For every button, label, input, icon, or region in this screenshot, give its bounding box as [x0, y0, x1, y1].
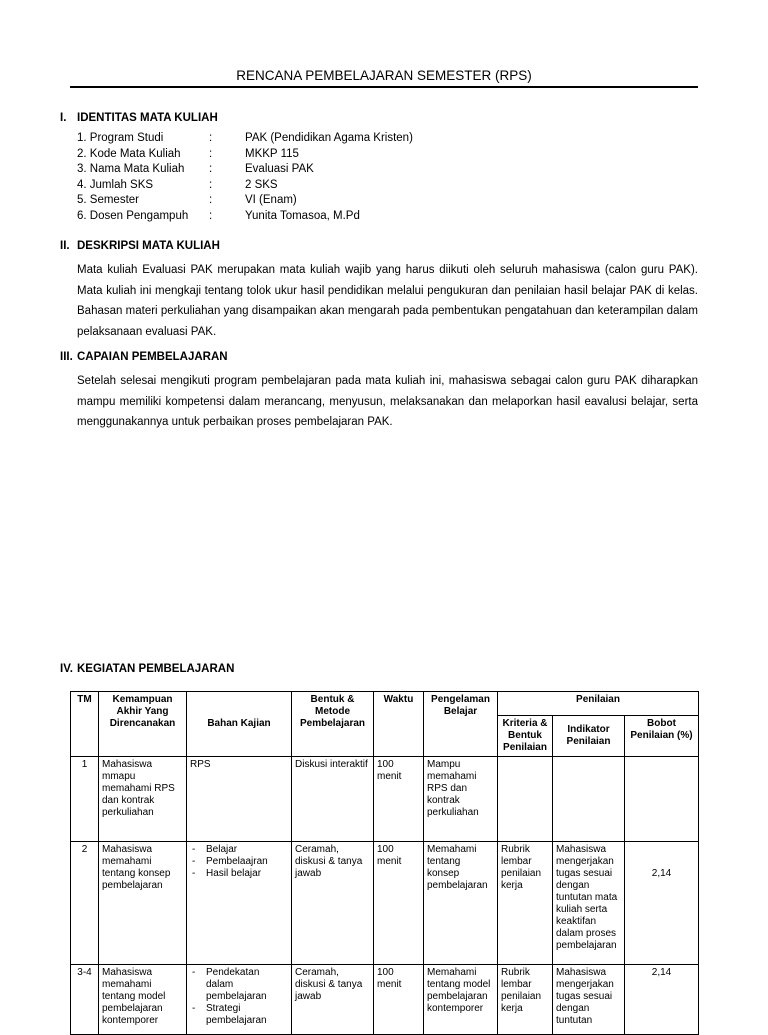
section-1-heading — [60, 112, 218, 124]
cell-tm: 2 — [71, 842, 99, 965]
identitas-value: VI (Enam) — [245, 194, 297, 206]
cell-indikator: Mahasiswa mengerjakan tugas sesuai dengan tuntutan mata kuliah serta keaktifan dalam proses pembelajaran — [553, 842, 625, 965]
capaian-paragraph: Setelah selesai mengikuti program pembelajaran pada mata kuliah ini, mahasiswa sebagai calon guru PAK diharapkan mampu memiliki kompetensi dalam merancang, menyusun, melaksanakan dan melaporkan hasil eavalusi belajar, serta menggunakannya untuk perbaikan proses pembelajaran PAK. — [77, 375, 698, 428]
col-waktu-header: Waktu — [374, 692, 424, 757]
section-number: III. — [60, 351, 73, 363]
cell-waktu: 100 menit — [374, 965, 424, 1035]
col-indikator-header: Indikator Penilaian — [553, 716, 625, 757]
list-item: - Pembelaajran — [190, 856, 288, 868]
col-penilaian-header: Penilaian — [498, 692, 699, 716]
cell-bahan — [187, 842, 292, 965]
section-number: IV. — [60, 663, 74, 675]
kegiatan-table — [70, 691, 699, 1035]
identitas-value: 2 SKS — [245, 178, 278, 191]
document-title: RENCANA PEMBELAJARAN SEMESTER (RPS) — [236, 68, 532, 83]
identitas-separator: : — [209, 132, 213, 144]
section-number: II. — [60, 240, 70, 252]
identitas-separator: : — [209, 147, 213, 160]
section-4-heading — [60, 663, 234, 675]
section-2-heading — [60, 240, 220, 252]
identitas-label: 1. Program Studi — [77, 132, 164, 144]
identitas-label: 2. Kode Mata Kuliah — [77, 147, 181, 160]
cell-tm: 1 — [71, 757, 99, 842]
identitas-row — [77, 147, 413, 163]
section-3-heading — [60, 351, 228, 363]
cell-bobot — [625, 757, 699, 842]
cell-indikator — [553, 757, 625, 842]
identitas-label: 5. Semester — [77, 194, 139, 206]
cell-kemampuan: Mahasiswa memahami tentang konsep pembelajaran — [99, 842, 187, 965]
identitas-value: Evaluasi PAK — [245, 163, 314, 175]
identitas-row — [77, 178, 413, 194]
col-bentuk-header: Bentuk & Metode Pembelajaran — [292, 692, 374, 757]
cell-bobot: 2,14 — [625, 842, 699, 965]
cell-kemampuan: Mahasiswa mmapu memahami RPS dan kontrak perkuliahan — [99, 757, 187, 842]
section-title: KEGIATAN PEMBELAJARAN — [77, 663, 235, 675]
section-title: IDENTITAS MATA KULIAH — [77, 112, 218, 124]
cell-pengalaman: Memahami tentang model pembelajaran kontemporer — [424, 965, 498, 1035]
cell-waktu: 100 menit — [374, 757, 424, 842]
list-item: - Hasil belajar — [190, 868, 288, 880]
cell-bentuk: Ceramah, diskusi & tanya jawab — [292, 842, 374, 965]
cell-bahan — [187, 965, 292, 1035]
section-title: CAPAIAN PEMBELAJARAN — [77, 351, 228, 363]
identitas-separator: : — [209, 163, 213, 175]
table-row — [71, 965, 699, 1035]
cell-waktu: 100 menit — [374, 842, 424, 965]
col-kriteria-header: Kriteria & Bentuk Penilaian — [498, 716, 553, 757]
identitas-value: PAK (Pendidikan Agama Kristen) — [245, 132, 413, 144]
cell-bobot: 2,14 — [625, 965, 699, 1035]
identitas-separator: : — [209, 209, 213, 222]
cell-pengalaman: Mampu memahami RPS dan kontrak perkuliahan — [424, 757, 498, 842]
cell-kriteria: Rubrik lembar penilaian kerja — [498, 965, 553, 1035]
identitas-label: 6. Dosen Pengampuh — [77, 209, 189, 222]
identitas-value: Yunita Tomasoa, M.Pd — [245, 209, 360, 222]
col-tm-header: TM — [71, 692, 99, 757]
bahan-list — [190, 844, 288, 880]
identitas-label: 4. Jumlah SKS — [77, 178, 154, 191]
col-pengalaman-header: Pengelaman Belajar — [424, 692, 498, 757]
bahan-list — [190, 967, 288, 1027]
identitas-label: 3. Nama Mata Kuliah — [77, 163, 185, 175]
section-number: I. — [60, 112, 67, 124]
list-item: - Pendekatan dalam pembelajaran — [190, 967, 288, 1003]
identitas-row — [77, 193, 413, 209]
cell-kemampuan: Mahasiswa memahami tentang model pembelajaran kontemporer — [99, 965, 187, 1035]
identitas-value: MKKP 115 — [245, 147, 299, 160]
section-title: DESKRIPSI MATA KULIAH — [77, 240, 220, 252]
title-divider — [70, 86, 698, 88]
table-row — [71, 842, 699, 965]
col-kemampuan-header: Kemampuan Akhir Yang Direncanakan — [99, 692, 187, 757]
cell-pengalaman: Memahami tentang konsep pembelajaran — [424, 842, 498, 965]
identitas-separator: : — [209, 194, 213, 206]
col-bobot-header: Bobot Penilaian (%) — [625, 716, 699, 757]
cell-tm: 3-4 — [71, 965, 99, 1035]
cell-indikator: Mahasiswa mengerjakan tugas sesuai dengan tuntutan — [553, 965, 625, 1035]
list-item: - Strategi pembelajaran — [190, 1003, 288, 1027]
deskripsi-paragraph: Mata kuliah Evaluasi PAK merupakan mata kuliah wajib yang harus diikuti oleh seluruh mahasiswa (calon guru PAK). Mata kuliah ini mengkaji tentang tolok ukur hasil pendidikan melalui pengukuran dan penilaian hasil belajar PAK di kelas. Bahasan materi perkuliahan yang disampaikan akan mengarah pada pembentukan pengatahuan dan keterampilan dalam pelaksanaan evaluasi PAK. — [77, 264, 698, 338]
cell-bentuk: Ceramah, diskusi & tanya jawab — [292, 965, 374, 1035]
table-row — [71, 757, 699, 842]
identitas-row — [77, 209, 413, 225]
table-header-row — [71, 692, 699, 716]
identitas-row — [77, 131, 413, 147]
cell-kriteria — [498, 757, 553, 842]
identitas-separator: : — [209, 178, 213, 191]
cell-bahan: RPS — [187, 757, 292, 842]
cell-kriteria: Rubrik lembar penilaian kerja — [498, 842, 553, 965]
cell-bentuk: Diskusi interaktif — [292, 757, 374, 842]
identitas-row — [77, 162, 413, 178]
col-bahan-header: Bahan Kajian — [187, 692, 292, 757]
list-item: - Belajar — [190, 844, 288, 856]
identitas-list — [77, 131, 413, 224]
